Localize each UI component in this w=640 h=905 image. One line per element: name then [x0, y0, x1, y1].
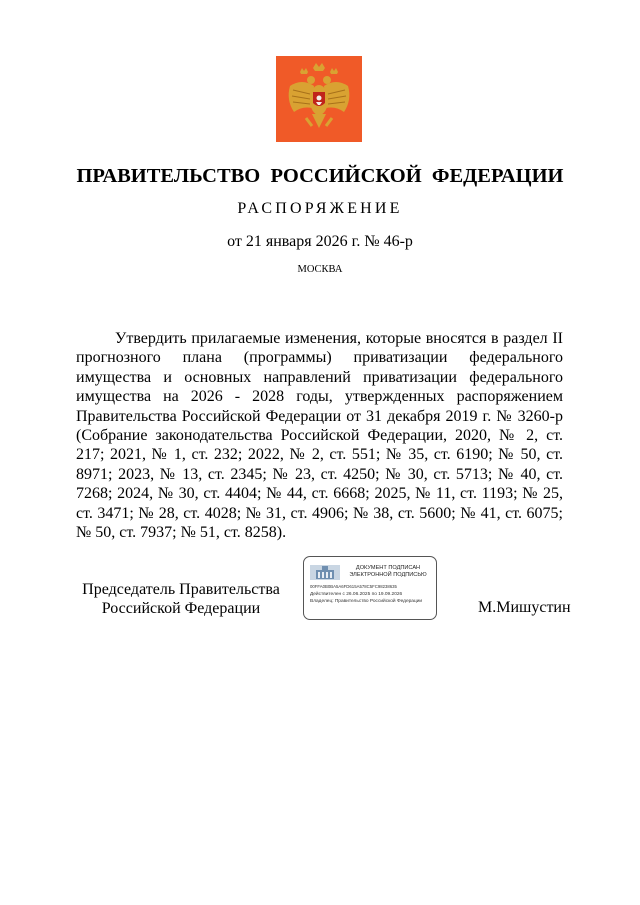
signer-position-line2: Российской Федерации [101, 600, 261, 617]
signer-position [76, 580, 286, 618]
russian-coat-of-arms-icon [276, 56, 362, 142]
stamp-validity: Действителен с 26.06.2025 по 19.09.2026 [310, 592, 403, 597]
signer-name: М.Мишустин [478, 599, 571, 616]
city: МОСКВА [297, 264, 343, 275]
electronic-signature-stamp [303, 556, 437, 620]
stamp-owner: Владелец: Правительство Российской Федерации [310, 599, 423, 604]
coat-of-arms-emblem [276, 56, 362, 142]
document-type: РАСПОРЯЖЕНИЕ [237, 200, 403, 217]
body-paragraph: Утвердить прилагаемые изменения, которые вносятся в раздел II прогнозного плана (программы) приватизации федерального имущества и основных направлений приватизации федерального имущества на 2026 - 2028 годы, утвержденных распоряжением Правительства Российской Федерации от 31 декабря 2019 г. № 3260-р (Собрание законодательства Российской Федерации, 2020, № 2, ст. 217; 2021, № 1, ст. 232; 2022, № 2, ст. 551; № 35, ст. 6190; № 50, ст. 8971; 2023, № 13, ст. 2345; № 23, ст. 4250; № 30, ст. 5713; № 40, ст. 7268; 2024, № 30, ст. 4404; № 44, ст. 6668; 2025, № 11, ст. 1193; № 25, ст. 3471; № 28, ст. 4028; № 31, ст. 4906; № 38, ст. 5600; № 41, ст. 6075; № 50, ст. 7937; № 51, ст. 8258). [76, 330, 563, 542]
stamp-title [342, 565, 434, 579]
government-title: ПРАВИТЕЛЬСТВО РОССИЙСКОЙ ФЕДЕРАЦИИ [76, 165, 564, 187]
stamp-certificate-serial: 00FFA0B0BA5A6FD615A578C5FC98238635 [310, 584, 397, 589]
stamp-title-line2: ЭЛЕКТРОННОЙ ПОДПИСЬЮ [349, 572, 427, 578]
government-building-icon [310, 565, 340, 580]
document-date-number: от 21 января 2026 г. № 46-р [227, 233, 413, 250]
signer-position-line1: Председатель Правительства [82, 581, 280, 598]
stamp-title-line1: ДОКУМЕНТ ПОДПИСАН [355, 565, 421, 571]
